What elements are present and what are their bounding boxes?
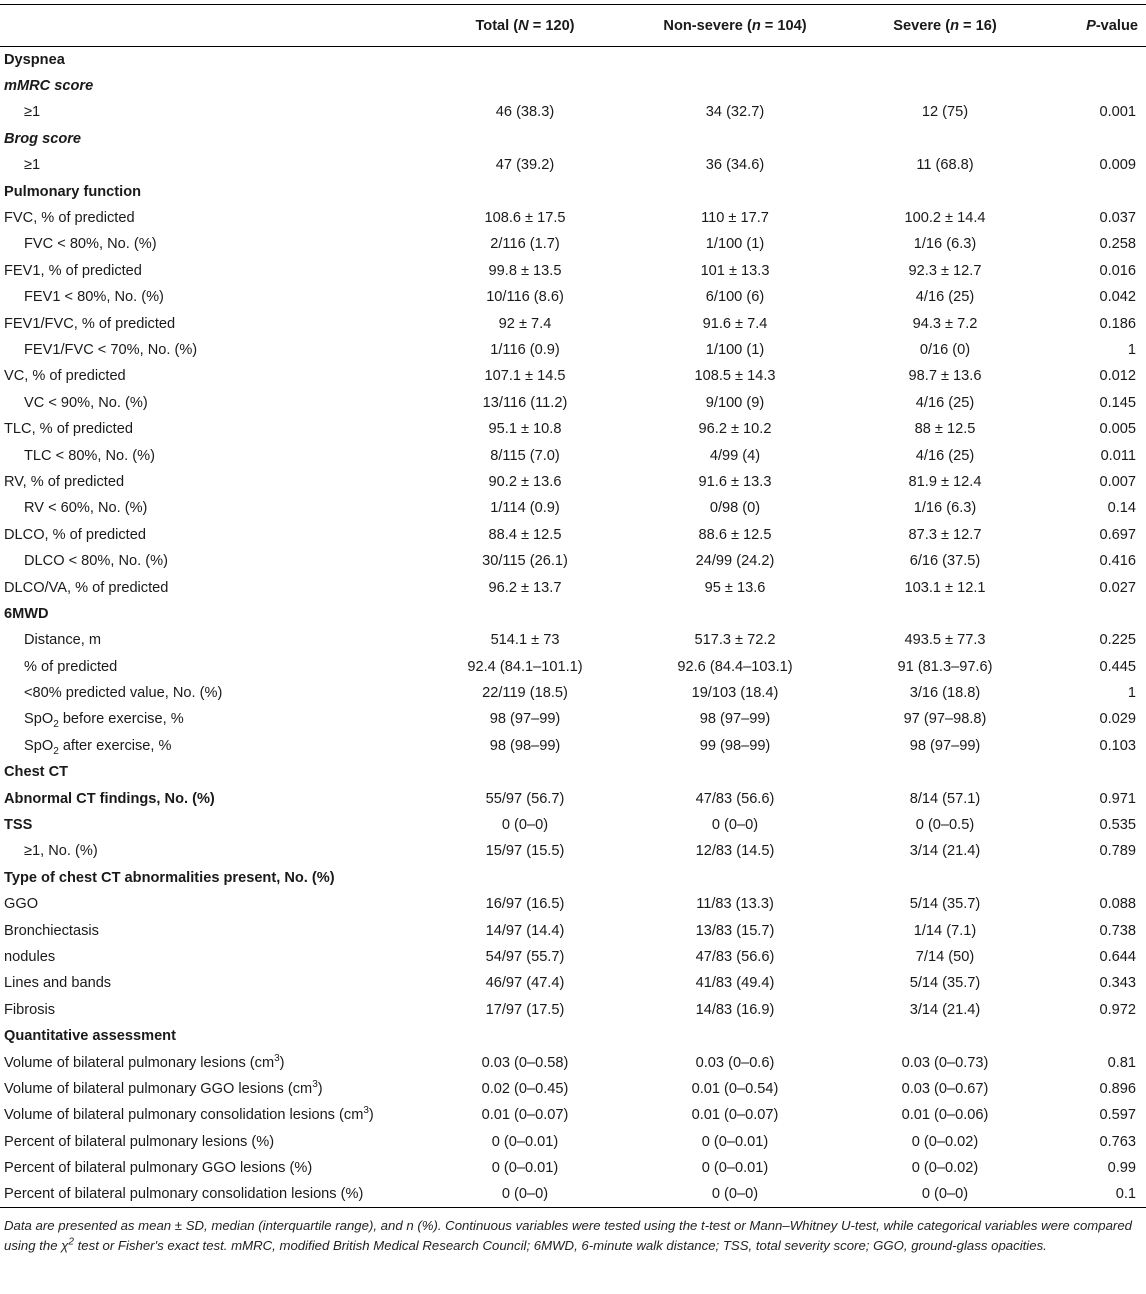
cell-non-severe: 517.3 ± 72.2 [694, 632, 776, 649]
cell-severe: 100.2 ± 14.4 [904, 210, 986, 227]
header-severe: Severe (n = 16) [850, 5, 1040, 47]
cell-non-severe: 95 ± 13.6 [704, 579, 766, 596]
cell-total: 13/116 (11.2) [482, 394, 568, 411]
cell-p-value: 0.225 [1099, 632, 1136, 649]
subsection-row-brog [0, 126, 1146, 152]
row-label: FEV1 < 80%, No. (%) [24, 289, 164, 306]
cell-severe: 98 (97–99) [909, 737, 981, 754]
cell-total: 514.1 ± 73 [490, 632, 560, 649]
table-row [0, 917, 1146, 943]
cell-total: 15/97 (15.5) [485, 843, 565, 860]
row-label: Chest CT [4, 764, 69, 781]
cell-total: 0 (0–0.01) [491, 1160, 559, 1177]
cell-non-severe: 19/103 (18.4) [691, 685, 779, 702]
section-row-dyspnea [0, 47, 1146, 73]
table-row [0, 785, 1146, 811]
cell-severe: 94.3 ± 7.2 [912, 315, 978, 332]
cell-total: 46 (38.3) [495, 104, 555, 121]
row-label: % of predicted [24, 658, 118, 675]
row-label: Brog score [4, 130, 82, 147]
cell-p-value: 0.007 [1099, 473, 1136, 490]
row-label: ≥1 [24, 104, 41, 121]
row-label: SpO$_2$ after exercise, % [24, 737, 172, 757]
cell-total: 0 (0–0.01) [491, 1133, 559, 1150]
cell-p-value: 0.145 [1099, 394, 1136, 411]
cell-severe: 3/14 (21.4) [909, 1001, 981, 1018]
row-label: VC < 90%, No. (%) [24, 394, 148, 411]
cell-total: 2/116 (1.7) [490, 236, 560, 253]
cell-total: 90.2 ± 13.6 [488, 473, 562, 490]
row-label: FEV1, % of predicted [4, 262, 142, 279]
section-row-quantitative-assessment [0, 1023, 1146, 1049]
table-body [0, 47, 1146, 1208]
row-label: RV, % of predicted [4, 473, 125, 490]
row-label: Distance, m [24, 632, 102, 649]
cell-p-value: 0.445 [1099, 658, 1136, 675]
cell-severe: 4/16 (25) [915, 394, 975, 411]
cell-total: 98 (97–99) [489, 711, 561, 728]
cell-p-value: 0.005 [1099, 421, 1136, 438]
cell-severe: 12 (75) [921, 104, 969, 121]
cell-non-severe: 0 (0–0) [620, 1181, 850, 1207]
cell-non-severe: 36 (34.6) [705, 157, 765, 174]
cell-non-severe: 88.6 ± 12.5 [698, 526, 772, 543]
row-label: ≥1, No. (%) [24, 843, 98, 860]
cell-p-value: 0.042 [1099, 289, 1136, 306]
row-label: VC, % of predicted [4, 368, 126, 385]
cell-p-value: 0.1 [1040, 1181, 1146, 1207]
cell-total: 55/97 (56.7) [485, 790, 565, 807]
row-label: nodules [4, 948, 56, 965]
cell-p-value: 0.011 [1100, 447, 1136, 464]
table-footnote: Data are presented as mean ± SD, median (interquartile range), and n (%). Continuous variables were tested using the t-test or Mann–Whitney U-test, while categorical variables were compared using the $\chi^2$ test or Fisher's exact test. mMRC, modified British Medical Research Council; 6MWD, 6-minute walk distance; TSS, total severity score; GGO, ground-glass opacities. [4, 1218, 1132, 1254]
cell-total: 0 (0–0) [430, 1181, 620, 1207]
table-header [0, 5, 1146, 47]
cell-severe: 0/16 (0) [919, 341, 971, 358]
table-row [0, 442, 1146, 468]
table-row [0, 1155, 1146, 1181]
cell-severe: 0.03 (0–0.73) [901, 1054, 989, 1071]
cell-p-value: 0.972 [1099, 1001, 1136, 1018]
cell-total: 47 (39.2) [495, 157, 555, 174]
table-row [0, 205, 1146, 231]
cell-non-severe: 0.03 (0–0.6) [695, 1054, 775, 1071]
row-label: FVC < 80%, No. (%) [24, 236, 157, 253]
cell-non-severe: 11/83 (13.3) [696, 896, 774, 913]
cell-total: 96.2 ± 13.7 [488, 579, 562, 596]
row-label: DLCO/VA, % of predicted [4, 579, 169, 596]
row-label: Lines and bands [4, 975, 112, 992]
cell-total: 1/116 (0.9) [490, 341, 560, 358]
cell-total: 8/115 (7.0) [490, 447, 560, 464]
cell-non-severe: 98 (97–99) [699, 711, 771, 728]
cell-severe: 0 (0–0.02) [911, 1133, 979, 1150]
table-row [0, 838, 1146, 864]
cell-severe: 5/14 (35.7) [909, 896, 981, 913]
table-row [0, 944, 1146, 970]
row-label: Volume of bilateral pulmonary GGO lesions $(cm^3)$ [4, 1079, 323, 1097]
cell-non-severe: 0 (0–0) [711, 817, 759, 834]
table-row [0, 1181, 1146, 1207]
table-row [0, 231, 1146, 257]
cell-non-severe: 1/100 (1) [705, 341, 765, 358]
cell-non-severe: 99 (98–99) [699, 737, 771, 754]
table-row [0, 1102, 1146, 1128]
row-label: Percent of bilateral pulmonary consolidation lesions (%) [0, 1181, 430, 1207]
cell-severe: 4/16 (25) [915, 447, 975, 464]
cell-severe: 0 (0–0) [850, 1181, 1040, 1207]
row-label: SpO$_2$ before exercise, % [24, 711, 184, 731]
cell-p-value: 0.103 [1099, 737, 1136, 754]
row-label: TLC, % of predicted [4, 421, 133, 438]
cell-p-value: 0.99 [1107, 1160, 1136, 1177]
cell-severe: 1/14 (7.1) [913, 922, 977, 939]
row-label: TLC < 80%, No. (%) [24, 447, 155, 464]
table-row [0, 99, 1146, 125]
row-label: TSS [4, 817, 33, 834]
cell-non-severe: 0 (0–0.01) [701, 1133, 769, 1150]
table-row [0, 997, 1146, 1023]
table-row [0, 284, 1146, 310]
cell-p-value: 0.644 [1099, 948, 1136, 965]
table-row [0, 390, 1146, 416]
header-variable [0, 5, 430, 47]
cell-total: 0.01 (0–0.07) [481, 1107, 569, 1124]
cell-p-value: 0.037 [1099, 210, 1136, 227]
cell-non-severe: 108.5 ± 14.3 [694, 368, 776, 385]
row-label: Quantitative assessment [4, 1028, 176, 1045]
cell-p-value: 0.088 [1099, 896, 1136, 913]
cell-p-value: 0.029 [1099, 711, 1136, 728]
cell-non-severe: 92.6 (84.4–103.1) [677, 658, 793, 675]
cell-p-value: 1 [1127, 685, 1136, 702]
cell-p-value: 0.971 [1099, 790, 1136, 807]
cell-total: 22/119 (18.5) [482, 685, 568, 702]
cell-p-value: 0.763 [1099, 1133, 1136, 1150]
table-row [0, 258, 1146, 284]
cell-severe: 11 (68.8) [916, 157, 974, 174]
cell-severe: 81.9 ± 12.4 [908, 473, 982, 490]
table-row [0, 337, 1146, 363]
row-label: ≥1 [24, 157, 41, 174]
table-row [0, 548, 1146, 574]
cell-non-severe: 34 (32.7) [705, 104, 765, 121]
cell-total: 95.1 ± 10.8 [488, 421, 562, 438]
table-row [0, 627, 1146, 653]
cell-total: 92.4 (84.1–101.1) [467, 658, 583, 675]
cell-severe: 3/14 (21.4) [909, 843, 981, 860]
results-table [0, 4, 1146, 1208]
cell-total: 107.1 ± 14.5 [484, 368, 566, 385]
table-row [0, 970, 1146, 996]
table-row [0, 680, 1146, 706]
row-label: FVC, % of predicted [4, 210, 135, 227]
cell-total: 16/97 (16.5) [485, 896, 565, 913]
table-row [0, 574, 1146, 600]
table-row [0, 653, 1146, 679]
cell-non-severe: 101 ± 13.3 [700, 262, 770, 279]
table-row [0, 1076, 1146, 1102]
row-label: DLCO < 80%, No. (%) [24, 553, 168, 570]
row-label: Fibrosis [4, 1001, 56, 1018]
cell-total: 1/114 (0.9) [490, 500, 560, 517]
cell-severe: 1/16 (6.3) [913, 236, 977, 253]
header-total: Total (N = 120) [430, 5, 620, 47]
cell-p-value: 0.027 [1099, 579, 1136, 596]
row-label: <80% predicted value, No. (%) [24, 685, 223, 702]
cell-p-value: 0.016 [1099, 262, 1136, 279]
cell-total: 0 (0–0) [501, 817, 549, 834]
section-row-6mwd [0, 601, 1146, 627]
cell-non-severe: 0 (0–0.01) [701, 1160, 769, 1177]
section-row-chest-ct [0, 759, 1146, 785]
cell-severe: 7/14 (50) [915, 948, 975, 965]
cell-severe: 88 ± 12.5 [914, 421, 976, 438]
cell-non-severe: 91.6 ± 13.3 [698, 473, 772, 490]
cell-severe: 87.3 ± 12.7 [908, 526, 982, 543]
row-label: RV < 60%, No. (%) [24, 500, 148, 517]
cell-non-severe: 0/98 (0) [709, 500, 761, 517]
row-label: Percent of bilateral pulmonary GGO lesions (%) [4, 1160, 313, 1177]
cell-severe: 6/16 (37.5) [909, 553, 981, 570]
cell-severe: 0 (0–0.5) [915, 817, 975, 834]
subsection-row-mmrc [0, 73, 1146, 99]
cell-non-severe: 4/99 (4) [709, 447, 761, 464]
cell-p-value: 0.896 [1099, 1080, 1136, 1097]
cell-severe: 0.01 (0–0.06) [901, 1107, 989, 1124]
cell-non-severe: 9/100 (9) [705, 394, 765, 411]
table-row [0, 812, 1146, 838]
cell-non-severe: 47/83 (56.6) [695, 948, 775, 965]
table-row [0, 891, 1146, 917]
table-row [0, 469, 1146, 495]
header-row [0, 5, 1146, 47]
table-row [0, 1049, 1146, 1075]
cell-severe: 98.7 ± 13.6 [908, 368, 982, 385]
table-row [0, 416, 1146, 442]
cell-total: 98 (98–99) [489, 737, 561, 754]
table-row [0, 1129, 1146, 1155]
row-label: FEV1/FVC, % of predicted [4, 315, 176, 332]
cell-non-severe: 24/99 (24.2) [695, 553, 775, 570]
table-row [0, 495, 1146, 521]
cell-non-severe: 0.01 (0–0.54) [691, 1080, 779, 1097]
cell-p-value: 0.343 [1099, 975, 1136, 992]
table-row [0, 310, 1146, 336]
cell-p-value: 0.789 [1099, 843, 1136, 860]
table-row [0, 522, 1146, 548]
row-label: Bronchiectasis [4, 922, 99, 939]
cell-p-value: 0.186 [1099, 315, 1136, 332]
cell-p-value: 0.009 [1099, 157, 1136, 174]
cell-non-severe: 41/83 (49.4) [695, 975, 775, 992]
row-label: 6MWD [4, 605, 49, 622]
cell-p-value: 0.14 [1107, 500, 1136, 517]
cell-total: 17/97 (17.5) [485, 1001, 565, 1018]
row-label: mMRC score [4, 78, 94, 95]
cell-total: 30/115 (26.1) [482, 553, 568, 570]
cell-p-value: 0.738 [1099, 922, 1136, 939]
row-label: Volume of bilateral pulmonary consolidation lesions $(cm^3)$ [4, 1105, 374, 1124]
cell-severe: 4/16 (25) [915, 289, 975, 306]
table-row [0, 733, 1146, 759]
cell-severe: 92.3 ± 12.7 [908, 262, 982, 279]
cell-non-severe: 47/83 (56.6) [695, 790, 775, 807]
section-row-pulmonary-function [0, 178, 1146, 204]
row-label: Type of chest CT abnormalities present, No. (%) [4, 869, 335, 886]
row-label: Abnormal CT findings, No. (%) [4, 790, 215, 807]
header-p-value: P-value [1040, 5, 1146, 47]
row-label: Percent of bilateral pulmonary lesions (%) [4, 1133, 275, 1150]
table-row [0, 706, 1146, 732]
cell-severe: 97 (97–98.8) [903, 711, 987, 728]
row-label: GGO [4, 896, 39, 913]
cell-total: 88.4 ± 12.5 [488, 526, 562, 543]
cell-non-severe: 1/100 (1) [705, 236, 765, 253]
cell-severe: 8/14 (57.1) [909, 790, 981, 807]
header-non-severe: Non-severe (n = 104) [620, 5, 850, 47]
cell-severe: 0 (0–0.02) [911, 1160, 979, 1177]
cell-total: 108.6 ± 17.5 [484, 210, 566, 227]
row-label: DLCO, % of predicted [4, 526, 146, 543]
cell-non-severe: 91.6 ± 7.4 [702, 315, 768, 332]
cell-severe: 103.1 ± 12.1 [904, 579, 986, 596]
row-label: Volume of bilateral pulmonary lesions $(cm^3)$ [4, 1052, 285, 1071]
cell-non-severe: 6/100 (6) [705, 289, 765, 306]
cell-p-value: 0.81 [1107, 1054, 1136, 1071]
row-label: Pulmonary function [4, 183, 142, 200]
cell-p-value: 0.258 [1099, 236, 1136, 253]
row-label: Dyspnea [4, 51, 65, 68]
cell-p-value: 1 [1127, 341, 1136, 358]
cell-non-severe: 12/83 (14.5) [695, 843, 775, 860]
cell-p-value: 0.001 [1099, 104, 1136, 121]
cell-p-value: 0.535 [1099, 817, 1136, 834]
cell-severe: 493.5 ± 77.3 [904, 632, 986, 649]
cell-non-severe: 13/83 (15.7) [695, 922, 775, 939]
cell-total: 14/97 (14.4) [485, 922, 565, 939]
cell-severe: 1/16 (6.3) [913, 500, 977, 517]
cell-total: 92 ± 7.4 [498, 315, 552, 332]
table-row [0, 152, 1146, 178]
cell-p-value: 0.697 [1099, 526, 1136, 543]
cell-severe: 91 (81.3–97.6) [897, 658, 993, 675]
cell-severe: 3/16 (18.8) [909, 685, 981, 702]
cell-total: 99.8 ± 13.5 [488, 262, 562, 279]
cell-total: 10/116 (8.6) [486, 289, 564, 306]
cell-total: 0.03 (0–0.58) [481, 1054, 569, 1071]
cell-p-value: 0.012 [1099, 368, 1136, 385]
cell-total: 0.02 (0–0.45) [481, 1080, 569, 1097]
cell-p-value: 0.597 [1099, 1107, 1136, 1124]
cell-non-severe: 0.01 (0–0.07) [691, 1107, 779, 1124]
cell-severe: 0.03 (0–0.67) [901, 1080, 989, 1097]
cell-non-severe: 96.2 ± 10.2 [698, 421, 772, 438]
row-label: FEV1/FVC < 70%, No. (%) [24, 341, 198, 358]
cell-total: 54/97 (55.7) [485, 948, 565, 965]
cell-non-severe: 14/83 (16.9) [695, 1001, 775, 1018]
cell-severe: 5/14 (35.7) [909, 975, 981, 992]
table-row [0, 363, 1146, 389]
cell-non-severe: 110 ± 17.7 [701, 210, 769, 227]
cell-p-value: 0.416 [1099, 553, 1136, 570]
section-row-ct-abnormality-types [0, 865, 1146, 891]
cell-total: 46/97 (47.4) [485, 975, 565, 992]
